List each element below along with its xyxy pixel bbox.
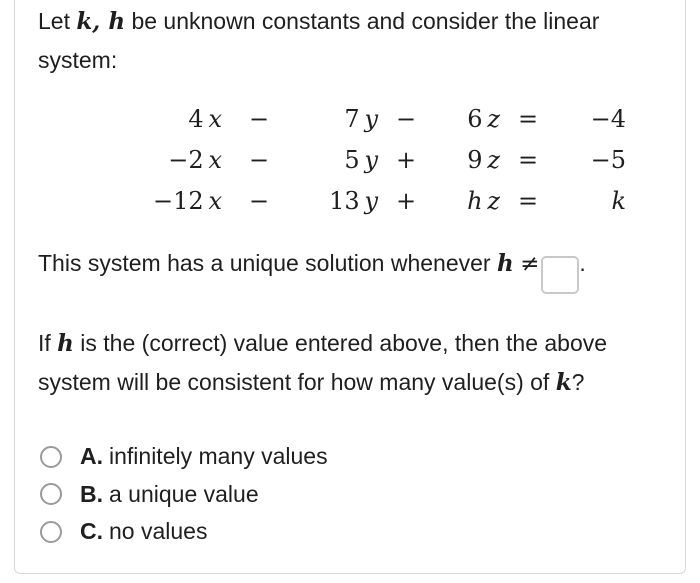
option-text: a unique value — [109, 480, 259, 507]
coef-z: 9 — [467, 145, 483, 174]
equals: = — [517, 145, 539, 174]
h-var: h — [496, 250, 514, 277]
equation-row — [140, 139, 626, 180]
equation-row — [140, 180, 626, 221]
rhs: −5 — [590, 145, 626, 174]
var-y: y — [364, 104, 378, 133]
coef-y: 7 — [344, 104, 360, 133]
sign: − — [248, 104, 270, 133]
option-letter: C. — [80, 518, 103, 545]
answer-options — [38, 438, 328, 551]
var-y: y — [364, 186, 378, 215]
k-var: k — [555, 369, 572, 396]
option-b[interactable] — [38, 476, 328, 514]
q-part2: is the (correct) value entered above, then the above system will be consistent for how many value(s) of — [38, 330, 608, 395]
coef-z: 6 — [467, 104, 483, 133]
rhs: k — [611, 186, 626, 215]
unique-solution-text — [38, 244, 678, 294]
radio-button[interactable] — [40, 521, 62, 543]
coef-x: −12 — [153, 186, 204, 215]
option-letter: A. — [80, 443, 103, 470]
unique-text: This system has a unique solution whenever — [38, 250, 497, 276]
option-c[interactable] — [38, 513, 328, 551]
radio-button[interactable] — [40, 483, 62, 505]
sign: + — [395, 186, 417, 215]
coef-z: h — [467, 186, 483, 215]
var-y: y — [364, 145, 378, 174]
intro-suffix: be unknown constants and consider the linear system: — [38, 8, 600, 73]
option-a[interactable] — [38, 438, 328, 476]
var-x: x — [208, 186, 222, 215]
var-x: x — [208, 145, 222, 174]
period: . — [579, 250, 586, 276]
sign: − — [248, 145, 270, 174]
option-letter: B. — [80, 480, 103, 507]
equation-row — [140, 98, 626, 139]
option-text: infinitely many values — [109, 443, 328, 470]
h-answer-input[interactable] — [541, 256, 579, 294]
intro-prefix: Let — [38, 8, 77, 34]
equals: = — [517, 186, 539, 215]
q-part3: ? — [571, 369, 585, 395]
radio-button[interactable] — [40, 446, 62, 468]
h-var: h — [57, 330, 74, 357]
option-text: no values — [109, 518, 208, 545]
sign: − — [248, 186, 270, 215]
var-z: z — [487, 104, 500, 133]
equals: = — [517, 104, 539, 133]
rhs: −4 — [590, 104, 626, 133]
var-z: z — [487, 186, 500, 215]
coef-x: −2 — [168, 145, 204, 174]
coef-x: 4 — [188, 104, 204, 133]
q-part1: If — [38, 330, 58, 356]
consistency-question — [38, 324, 658, 402]
sign: − — [395, 104, 417, 133]
not-equal-symbol: ≠ — [520, 251, 540, 277]
var-z: z — [487, 145, 500, 174]
intro-vars: k, h — [76, 8, 126, 35]
var-x: x — [208, 104, 222, 133]
linear-system — [140, 98, 626, 221]
sign: + — [395, 145, 417, 174]
coef-y: 13 — [329, 186, 360, 215]
intro-text — [38, 2, 668, 79]
coef-y: 5 — [344, 145, 360, 174]
